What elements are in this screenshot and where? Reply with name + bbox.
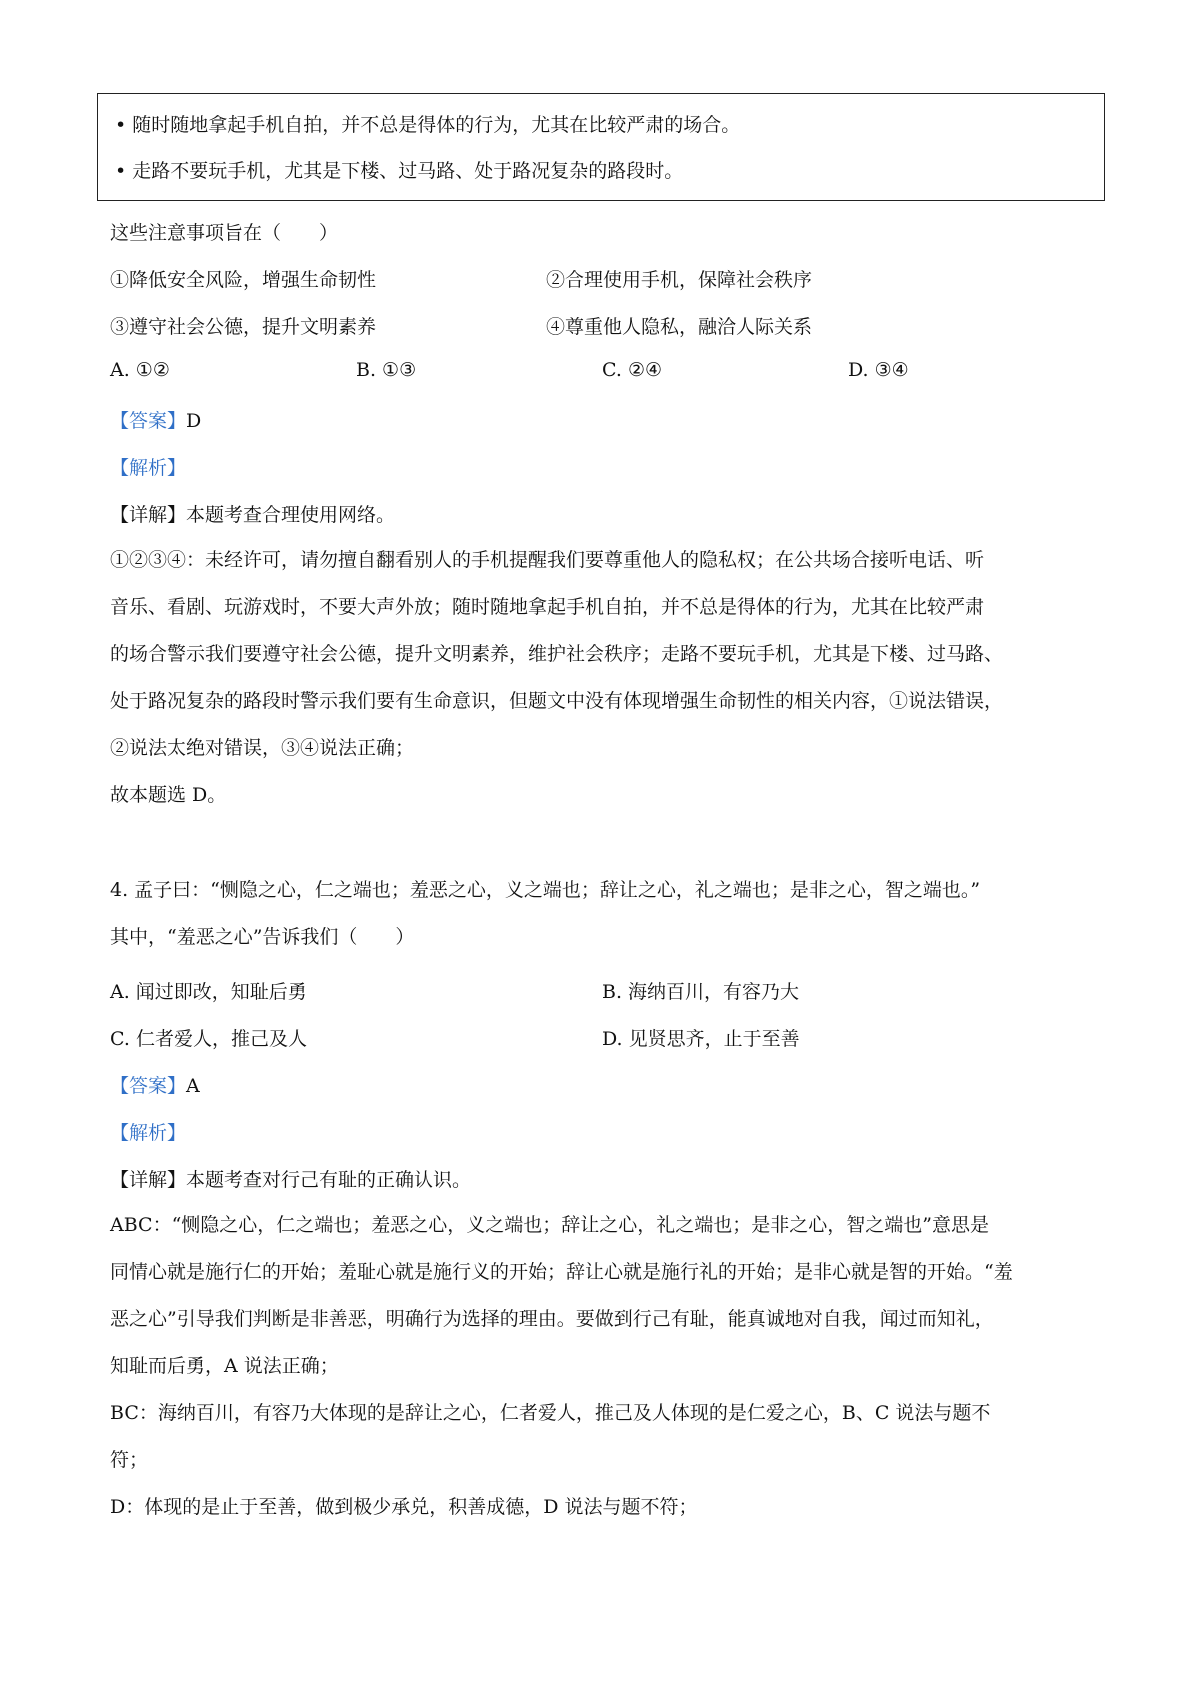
q3-analysis-label: 【解析】: [110, 457, 187, 479]
q3-option-c: C. ②④: [602, 359, 663, 381]
q3-statement: ①降低安全风险，增强生命韧性: [110, 269, 377, 291]
explanation-line: ②说法太绝对错误，③④说法正确；: [110, 737, 415, 759]
q4-answer: [110, 1071, 200, 1098]
q3-option-b: B. ①③: [356, 359, 417, 381]
explanation-line: D：体现的是止于至善，做到极少承兑，积善成德，D 说法与题不符；: [110, 1496, 698, 1518]
explanation-line: 恶之心”引导我们判断是非善恶，明确行为选择的理由。要做到行己有耻，能真诚地对自我，闻过而知礼，: [110, 1308, 994, 1330]
q3-statement: ③遵守社会公德，提升文明素养: [110, 316, 377, 338]
q4-analysis-label: 【解析】: [110, 1122, 187, 1144]
q4-explanation: [110, 1202, 1100, 1531]
q4-detail: 【详解】本题考查对行己有耻的正确认识。: [110, 1169, 472, 1191]
answer-value: A: [186, 1075, 200, 1097]
explanation-line: BC：海纳百川，有容乃大体现的是辞让之心，仁者爱人，推己及人体现的是仁爱之心，B、C 说法与题不: [110, 1402, 991, 1424]
q3-stem: 这些注意事项旨在（ ）: [110, 222, 339, 244]
q4-option-a: A. 闻过即改，知耻后勇: [110, 981, 307, 1003]
notice-line: • 随时随地拿起手机自拍，并不总是得体的行为，尤其在比较严肃的场合。: [115, 114, 741, 136]
notice-line: • 走路不要玩手机，尤其是下楼、过马路、处于路况复杂的路段时。: [115, 160, 684, 182]
explanation-line: 同情心就是施行仁的开始；羞耻心就是施行义的开始；辞让心就是施行礼的开始；是非心就是智的开始。“羞: [110, 1261, 1013, 1283]
q4-option-b: B. 海纳百川，有容乃大: [602, 981, 800, 1003]
explanation-line: 符；: [110, 1449, 149, 1471]
q3-option-a: A. ①②: [110, 359, 170, 381]
q4-option-d: D. 见贤思齐，止于至善: [602, 1028, 800, 1050]
explanation-line: 音乐、看剧、玩游戏时，不要大声外放；随时随地拿起手机自拍，并不总是得体的行为，尤其在比较严肃: [110, 596, 985, 618]
answer-label: 【答案】: [110, 410, 187, 432]
stem-line: 4. 孟子曰：“恻隐之心，仁之端也；羞恶之心，义之端也；辞让之心，礼之端也；是非之心，智之端也。”: [110, 879, 981, 901]
notice-box: [97, 93, 1105, 201]
explanation-line: 处于路况复杂的路段时警示我们要有生命意识，但题文中没有体现增强生命韧性的相关内容，①说法错误，: [110, 690, 1004, 712]
explanation-line: 的场合警示我们要遵守社会公德，提升文明素养，维护社会秩序；走路不要玩手机，尤其是下楼、过马路、: [110, 643, 1004, 665]
explanation-line: 知耻而后勇，A 说法正确；: [110, 1355, 339, 1377]
q4-stem: [110, 867, 1100, 961]
answer-label: 【答案】: [110, 1075, 187, 1097]
q3-statement: ②合理使用手机，保障社会秩序: [546, 269, 813, 291]
q3-option-d: D. ③④: [848, 359, 909, 381]
stem-line: 其中，“羞恶之心”告诉我们（ ）: [110, 926, 415, 948]
answer-value: D: [186, 410, 202, 432]
explanation-line: ①②③④：未经许可，请勿擅自翻看别人的手机提醒我们要尊重他人的隐私权；在公共场合接听电话、听: [110, 549, 985, 571]
q3-statement: ④尊重他人隐私，融洽人际关系: [546, 316, 813, 338]
q3-answer: [110, 406, 201, 433]
explanation-line: ABC：“恻隐之心，仁之端也；羞恶之心，义之端也；辞让之心，礼之端也；是非之心，智之端也”意思是: [110, 1214, 990, 1236]
q4-option-c: C. 仁者爱人，推己及人: [110, 1028, 307, 1050]
q3-explanation: [110, 537, 1100, 819]
q3-detail: 【详解】本题考查合理使用网络。: [110, 504, 396, 526]
conclusion-line: 故本题选 D。: [110, 784, 227, 806]
